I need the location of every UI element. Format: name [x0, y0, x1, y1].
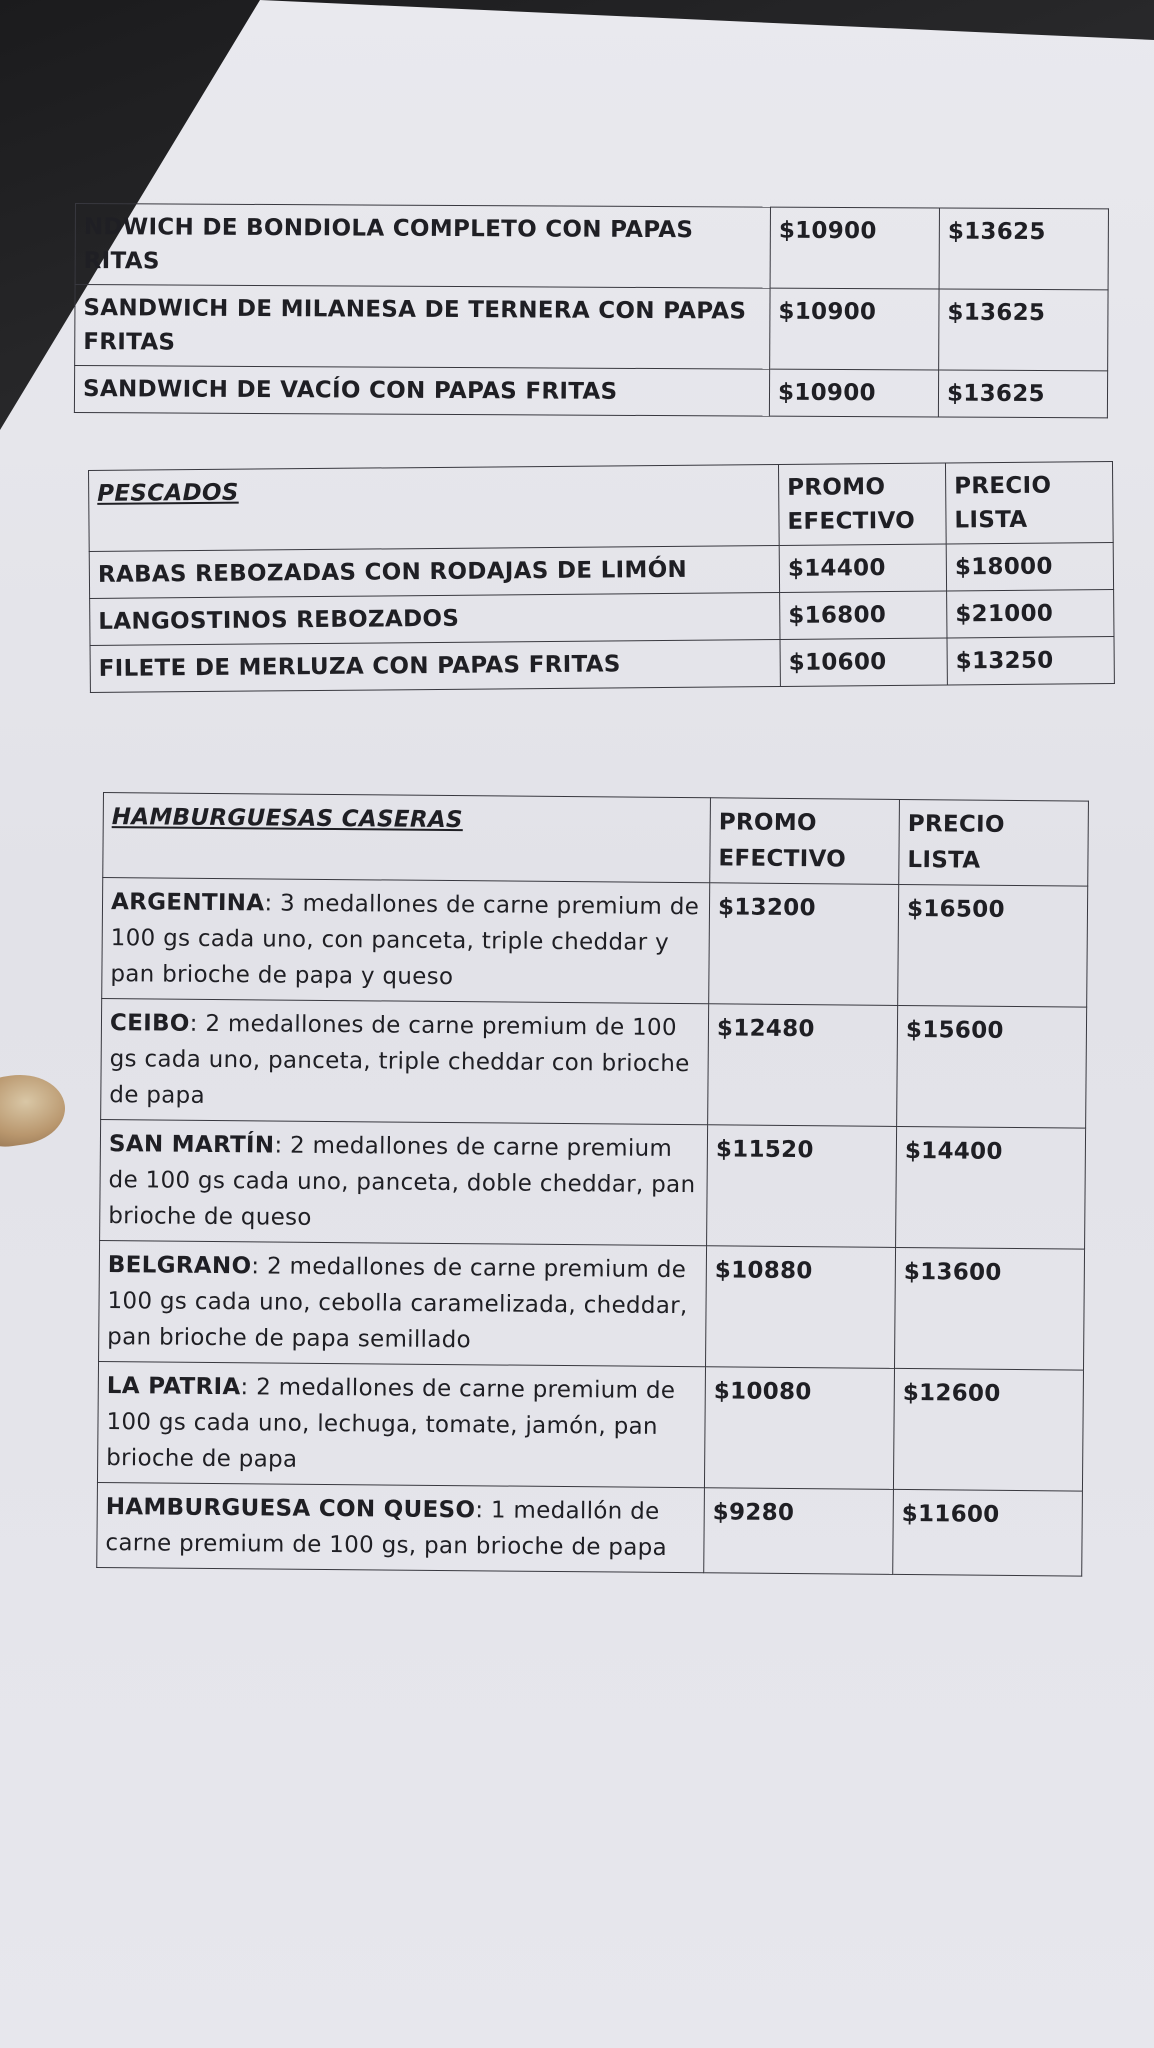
burger-description	[97, 1361, 705, 1487]
list-column-header: PRECIO LISTA	[899, 799, 1089, 886]
table-row	[99, 1240, 1085, 1370]
burger-name: SAN MARTÍN	[108, 1131, 275, 1159]
list-price: $14400	[896, 1126, 1086, 1249]
list-column-header: PRECIO LISTA	[945, 462, 1113, 544]
burger-name: ARGENTINA	[110, 889, 265, 917]
table-row	[101, 998, 1087, 1128]
list-price: $13625	[939, 289, 1108, 371]
burger-details: : 2 medallones de carne premium de 100 gs cada uno, lechuga, tomate, jamón, pan brioche de papa	[106, 1374, 676, 1473]
item-name: RABAS REBOZADAS CON RODAJAS DE LIMÓN	[89, 545, 779, 598]
burger-name: HAMBURGUESA CON QUESO	[105, 1494, 476, 1524]
section-title: HAMBURGUESAS CASERAS	[103, 793, 711, 883]
burger-description	[102, 878, 710, 1004]
table-row	[75, 285, 1108, 371]
promo-price: $10880	[706, 1246, 896, 1369]
sandwich-table	[74, 203, 1109, 418]
burger-description	[101, 998, 709, 1124]
item-name: SANDWICH DE VACÍO CON PAPAS FRITAS	[74, 366, 769, 417]
table-row	[97, 1482, 1083, 1576]
table-header-row	[103, 793, 1089, 887]
burger-name: BELGRANO	[107, 1252, 252, 1280]
table-row	[97, 1361, 1083, 1491]
burger-description	[99, 1240, 707, 1366]
promo-price: $14400	[779, 544, 946, 592]
item-name: LANGOSTINOS REBOZADOS	[90, 592, 780, 645]
burger-details: : 3 medallones de carne premium de 100 gs cada uno, con panceta, triple cheddar y pan brioche de papa y queso	[110, 890, 700, 991]
list-price: $18000	[946, 543, 1113, 591]
burger-details: : 1 medallón de carne premium de 100 gs, pan brioche de papa	[105, 1497, 668, 1561]
promo-column-header: PROMO EFECTIVO	[778, 463, 946, 545]
section-title: PESCADOS	[89, 464, 780, 551]
table-row	[90, 637, 1114, 693]
promo-price: $16800	[780, 591, 947, 639]
list-price: $21000	[947, 590, 1114, 638]
list-price: $13600	[894, 1247, 1084, 1370]
burger-details: : 2 medallones de carne premium de 100 gs cada uno, panceta, triple cheddar con brioche de papa	[109, 1010, 690, 1109]
list-price: $16500	[898, 884, 1088, 1007]
promo-price: $10080	[704, 1367, 894, 1490]
promo-price: $11520	[707, 1125, 897, 1248]
burger-details: : 2 medallones de carne premium de 100 gs cada uno, cebolla caramelizada, cheddar, pan brioche de papa semillado	[107, 1253, 688, 1354]
table-header-row	[89, 462, 1114, 552]
list-price: $12600	[893, 1368, 1083, 1491]
list-price: $15600	[897, 1005, 1087, 1128]
list-price: $13250	[947, 637, 1114, 685]
promo-price: $12480	[708, 1004, 898, 1127]
promo-price: $10600	[780, 638, 947, 686]
promo-column-header: PROMO EFECTIVO	[710, 798, 900, 885]
promo-price: $9280	[704, 1488, 894, 1575]
promo-price: $10900	[770, 288, 939, 370]
list-price: $11600	[893, 1489, 1083, 1576]
burger-name: LA PATRIA	[106, 1373, 241, 1401]
list-price: $13625	[939, 208, 1108, 290]
item-name: SANDWICH DE MILANESA DE TERNERA CON PAPAS FRITAS	[75, 285, 770, 370]
item-name: FILETE DE MERLUZA CON PAPAS FRITAS	[90, 639, 780, 692]
burger-name: CEIBO	[109, 1010, 190, 1037]
pescados-table	[88, 461, 1115, 693]
hamburguesas-table	[96, 792, 1089, 1577]
burger-description	[97, 1482, 705, 1572]
table-row	[100, 1119, 1086, 1249]
burger-description	[100, 1119, 708, 1245]
burger-details: : 2 medallones de carne premium de 100 gs cada uno, panceta, doble cheddar, pan brioche de queso	[108, 1132, 696, 1231]
list-price: $13625	[938, 370, 1107, 418]
promo-price: $10900	[770, 207, 939, 289]
table-row	[74, 366, 1107, 418]
promo-price: $13200	[709, 883, 899, 1006]
item-name: NDWICH DE BONDIOLA COMPLETO CON PAPAS RITAS	[75, 204, 770, 289]
promo-price: $10900	[769, 369, 938, 417]
table-row	[102, 878, 1088, 1008]
table-row	[75, 204, 1108, 290]
